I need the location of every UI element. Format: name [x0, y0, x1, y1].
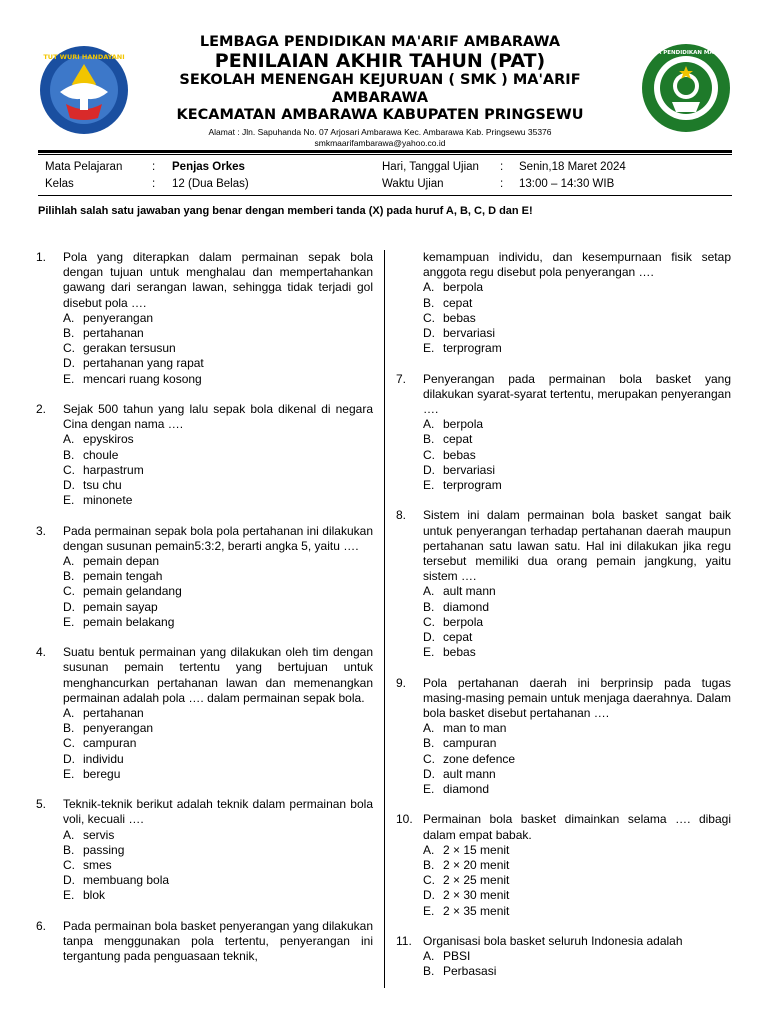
answer-option[interactable]	[63, 341, 373, 356]
option-text: minonete	[83, 493, 133, 508]
option-text: tsu chu	[83, 478, 122, 493]
option-letter: D.	[423, 630, 435, 645]
subject-label: Mata Pelajaran	[45, 161, 123, 173]
option-letter: B.	[423, 858, 435, 873]
option-text: individu	[83, 751, 124, 766]
option-text: cepat	[443, 630, 473, 645]
option-text: man to man	[443, 721, 507, 736]
answer-option[interactable]	[63, 721, 373, 736]
question-text: Permainan bola basket dimainkan selama …. dibagi dalam empat babak.	[423, 812, 731, 842]
question-text: Pada permainan sepak bola pola pertahanan ini dilakukan dengan susunan pemain5:3:2, berarti angka 5, yaitu ….	[63, 523, 373, 553]
answer-option[interactable]	[423, 904, 731, 919]
class-label: Kelas	[45, 178, 74, 190]
option-text: campuran	[83, 736, 137, 751]
answer-option[interactable]	[423, 736, 731, 751]
option-text: ault mann	[443, 766, 496, 781]
answer-option[interactable]	[63, 706, 373, 721]
option-text: pemain belakang	[83, 614, 175, 629]
answer-option[interactable]	[63, 767, 373, 782]
header-line-3: SEKOLAH MENENGAH KEJURUAN ( SMK ) MA'ARIF	[179, 72, 581, 88]
option-letter: C.	[423, 447, 435, 462]
answer-option[interactable]	[63, 843, 373, 858]
option-letter: A.	[63, 554, 75, 569]
option-text: cepat	[443, 432, 473, 447]
question-item	[36, 919, 373, 965]
option-text: bervariasi	[443, 462, 496, 477]
question-text: Suatu bentuk permainan yang dilakukan oleh tim dengan susunan pemain tertentu yang bertujuan untuk menghancurkan pertahanan lawan dan memenangkan permainan adalah pola …. dalam permainan sepak bola.	[63, 645, 373, 705]
answer-option[interactable]	[63, 888, 373, 903]
option-text: pertahanan yang rapat	[83, 356, 204, 371]
option-letter: E.	[423, 645, 435, 660]
header-line-5: KECAMATAN AMBARAWA KABUPATEN PRINGSEWU	[176, 107, 584, 123]
answer-option[interactable]	[423, 888, 731, 903]
question-text: Teknik-teknik berikut adalah teknik dalam permainan bola voli, kecuali ….	[63, 797, 373, 827]
question-number: 8.	[396, 508, 407, 523]
time-label: Waktu Ujian	[382, 178, 444, 190]
answer-option[interactable]	[423, 448, 731, 463]
answer-option[interactable]	[63, 448, 373, 463]
answer-option[interactable]	[63, 311, 373, 326]
question-text: Pada permainan bola basket penyerangan yang dilakukan tanpa menggunakan pola tertentu, penyerangan ini tergantung pada penguasaan teknik,	[63, 918, 373, 964]
option-letter: B.	[63, 326, 75, 341]
option-text: 2 × 20 menit	[443, 858, 510, 873]
question-item	[36, 645, 373, 782]
option-text: pemain depan	[83, 554, 160, 569]
question-item	[36, 250, 373, 387]
option-letter: E.	[63, 888, 75, 903]
question-number: 9.	[396, 675, 407, 690]
option-letter: A.	[423, 584, 435, 599]
answer-option[interactable]	[423, 843, 731, 858]
answer-option[interactable]	[63, 752, 373, 767]
instruction: Pilihlah salah satu jawaban yang benar dengan memberi tanda (X) pada huruf A, B, C, D dan E!	[38, 205, 533, 217]
tut-wuri-handayani-logo	[36, 44, 132, 136]
answer-option[interactable]	[63, 736, 373, 751]
option-letter: C.	[423, 873, 435, 888]
question-item	[396, 934, 731, 980]
question-number: 11.	[396, 934, 412, 949]
question-item	[36, 797, 373, 903]
question-text: Organisasi bola basket seluruh Indonesia adalah	[423, 934, 683, 949]
option-letter: E.	[63, 493, 75, 508]
option-letter: B.	[423, 736, 435, 751]
date-label: Hari, Tanggal Ujian	[382, 161, 479, 173]
option-letter: A.	[423, 842, 435, 857]
answer-option[interactable]	[63, 600, 373, 615]
option-text: blok	[83, 888, 106, 903]
option-letter: B.	[63, 569, 75, 584]
answer-option[interactable]	[63, 858, 373, 873]
option-letter: D.	[63, 599, 75, 614]
right-column	[396, 250, 731, 995]
answer-option[interactable]	[423, 311, 731, 326]
option-text: mencari ruang kosong	[83, 371, 202, 386]
answer-option[interactable]	[63, 554, 373, 569]
header-rule-thick	[38, 150, 732, 153]
answer-option[interactable]	[423, 782, 731, 797]
header-title: PENILAIAN AKHIR TAHUN (PAT)	[214, 50, 546, 72]
info-rule	[38, 195, 732, 196]
option-text: cepat	[443, 295, 473, 310]
answer-option[interactable]	[63, 478, 373, 493]
option-letter: A.	[63, 432, 75, 447]
option-letter: D.	[423, 766, 435, 781]
option-letter: A.	[423, 949, 435, 964]
answer-option[interactable]	[423, 432, 731, 447]
answer-option[interactable]	[63, 463, 373, 478]
option-text: berpola	[443, 614, 484, 629]
answer-option[interactable]	[63, 372, 373, 387]
question-number: 1.	[36, 250, 47, 264]
option-letter: C.	[423, 310, 435, 325]
answer-option[interactable]	[423, 600, 731, 615]
option-text: 2 × 30 menit	[443, 888, 510, 903]
option-text: penyerangan	[83, 310, 154, 325]
answer-option[interactable]	[423, 964, 731, 979]
option-text: 2 × 35 menit	[443, 903, 510, 918]
option-letter: A.	[423, 721, 435, 736]
option-text: bebas	[443, 645, 476, 660]
answer-option[interactable]	[423, 615, 731, 630]
option-letter: C.	[423, 614, 435, 629]
answer-option[interactable]	[63, 569, 373, 584]
question-number: 7.	[396, 371, 407, 386]
answer-option[interactable]	[63, 432, 373, 447]
answer-option[interactable]	[63, 326, 373, 341]
question-number: 5.	[36, 797, 47, 812]
option-letter: A.	[63, 310, 75, 325]
option-letter: D.	[63, 751, 75, 766]
option-text: PBSI	[443, 949, 471, 964]
question-text: kemampuan individu, dan kesempurnaan fisik setap anggota regu disebut pola penyerangan ….	[423, 250, 731, 280]
answer-option[interactable]	[423, 721, 731, 736]
option-text: passing	[83, 842, 125, 857]
header-rule-thin	[38, 154, 732, 155]
colon: :	[152, 178, 156, 190]
option-letter: D.	[63, 873, 75, 888]
option-text: penyerangan	[83, 721, 154, 736]
answer-option[interactable]	[423, 858, 731, 873]
option-letter: C.	[423, 751, 435, 766]
option-letter: E.	[423, 903, 435, 918]
option-letter: C.	[63, 584, 75, 599]
option-text: gerakan tersusun	[83, 341, 176, 356]
answer-option[interactable]	[63, 493, 373, 508]
colon: :	[500, 161, 504, 173]
option-letter: B.	[63, 721, 75, 736]
answer-option[interactable]	[423, 326, 731, 341]
header-line-1: LEMBAGA PENDIDIKAN MA'ARIF AMBARAWA	[199, 34, 561, 50]
option-text: diamond	[443, 782, 490, 797]
answer-option[interactable]	[423, 949, 731, 964]
option-letter: A.	[63, 827, 75, 842]
answer-option[interactable]	[423, 873, 731, 888]
maarif-nu-logo	[631, 40, 741, 136]
option-text: epyskiros	[83, 432, 134, 447]
question-item	[396, 812, 731, 918]
right-logo-text: LEMBAGA PENDIDIKAN MA'ARIF NU	[631, 50, 741, 56]
answer-option[interactable]	[63, 615, 373, 630]
question-item	[36, 524, 373, 630]
option-letter: E.	[63, 371, 75, 386]
answer-option[interactable]	[63, 828, 373, 843]
option-text: Perbasasi	[443, 964, 497, 979]
answer-option[interactable]	[423, 584, 731, 599]
option-text: smes	[83, 858, 112, 873]
question-number: 3.	[36, 523, 47, 538]
option-letter: B.	[423, 295, 435, 310]
question-text: Sistem ini dalam permainan bola basket sangat baik untuk penyerangan terhadap pertahanan daerah maupun pertahanan satu lawan satu. Hal ini dilakukan jika regu tersebut memiliki dua orang pemain jangkung, yaitu sistem ….	[423, 508, 731, 584]
question-text: Pola pertahanan daerah ini berprinsip pada tugas masing-masing pemain untuk menjaga daerahnya. Dalam bola basket disebut pertahanan ….	[423, 675, 731, 721]
school-address: Alamat : Jln. Sapuhanda No. 07 Arjosari Ambarawa Kec. Ambarawa Kab. Pringsewu 35376	[208, 127, 552, 137]
question-number: 2.	[36, 402, 47, 417]
answer-option[interactable]	[423, 463, 731, 478]
answer-option[interactable]	[63, 356, 373, 371]
header-line-4: AMBARAWA	[331, 90, 429, 106]
question-item	[396, 372, 731, 494]
option-text: pertahanan	[83, 706, 144, 721]
question-6-continuation	[396, 250, 731, 356]
option-text: ault mann	[443, 584, 496, 599]
option-text: choule	[83, 447, 119, 462]
option-letter: E.	[63, 614, 75, 629]
option-text: campuran	[443, 736, 497, 751]
option-letter: C.	[63, 341, 75, 356]
option-text: beregu	[83, 766, 121, 781]
left-logo-text: TUT WURI HANDAYANI	[43, 53, 125, 61]
answer-option[interactable]	[423, 478, 731, 493]
question-number: 4.	[36, 645, 47, 660]
left-column	[36, 250, 373, 980]
option-letter: D.	[423, 326, 435, 341]
option-text: bervariasi	[443, 326, 496, 341]
option-text: harpastrum	[83, 462, 144, 477]
option-letter: E.	[423, 478, 435, 493]
option-letter: C.	[63, 462, 75, 477]
option-text: zone defence	[443, 751, 516, 766]
option-text: bebas	[443, 310, 476, 325]
colon: :	[500, 178, 504, 190]
column-divider	[384, 250, 385, 988]
answer-option[interactable]	[423, 630, 731, 645]
answer-option[interactable]	[423, 296, 731, 311]
option-letter: B.	[63, 842, 75, 857]
option-text: membuang bola	[83, 873, 170, 888]
question-number: 6.	[36, 918, 47, 933]
time-value: 13:00 – 14:30 WIB	[519, 178, 615, 190]
answer-option[interactable]	[63, 873, 373, 888]
option-letter: D.	[423, 462, 435, 477]
option-letter: A.	[423, 280, 435, 295]
option-letter: D.	[63, 478, 75, 493]
option-letter: B.	[423, 964, 435, 979]
option-letter: B.	[423, 599, 435, 614]
answer-option[interactable]	[63, 584, 373, 599]
question-text: Penyerangan pada permainan bola basket yang dilakukan syarat-syarat tertentu, merupakan penyerangan ….	[423, 371, 731, 417]
question-text: Sejak 500 tahun yang lalu sepak bola dikenal di negara Cina dengan nama ….	[63, 402, 373, 432]
option-letter: B.	[423, 432, 435, 447]
option-letter: D.	[63, 356, 75, 371]
option-text: berpola	[443, 280, 484, 295]
answer-option[interactable]	[423, 767, 731, 782]
option-text: servis	[83, 827, 115, 842]
question-item	[396, 676, 731, 798]
option-letter: A.	[63, 706, 75, 721]
option-text: terprogram	[443, 341, 502, 356]
question-item	[36, 402, 373, 508]
option-text: bebas	[443, 447, 476, 462]
answer-option[interactable]	[423, 645, 731, 660]
option-text: pemain gelandang	[83, 584, 182, 599]
question-item	[396, 508, 731, 660]
option-letter: D.	[423, 888, 435, 903]
option-text: pertahanan	[83, 326, 144, 341]
subject-value: Penjas Orkes	[172, 161, 245, 173]
school-email: smkmaarifambarawa@yahoo.co.id	[314, 138, 446, 148]
option-letter: B.	[63, 447, 75, 462]
answer-option[interactable]	[423, 752, 731, 767]
option-letter: E.	[423, 341, 435, 356]
option-text: 2 × 25 menit	[443, 873, 510, 888]
option-text: 2 × 15 menit	[443, 842, 510, 857]
class-value: 12 (Dua Belas)	[172, 178, 249, 190]
option-text: pemain sayap	[83, 599, 158, 614]
option-letter: A.	[423, 417, 435, 432]
option-text: pemain tengah	[83, 569, 163, 584]
answer-option[interactable]	[423, 280, 731, 295]
option-text: terprogram	[443, 478, 502, 493]
option-letter: C.	[63, 736, 75, 751]
question-text: Pola yang diterapkan dalam permainan sepak bola dengan tujuan untuk menghalau dan mempertahankan gawang dari serangan lawan, sehingga tidak terjadi gol disebut pola ….	[63, 250, 373, 310]
option-text: berpola	[443, 417, 484, 432]
option-text: diamond	[443, 599, 490, 614]
answer-option[interactable]	[423, 341, 731, 356]
option-letter: E.	[423, 782, 435, 797]
date-value: Senin,18 Maret 2024	[519, 161, 626, 173]
colon: :	[152, 161, 156, 173]
question-number: 10.	[396, 812, 413, 827]
answer-option[interactable]	[423, 417, 731, 432]
option-letter: C.	[63, 858, 75, 873]
option-letter: E.	[63, 766, 75, 781]
